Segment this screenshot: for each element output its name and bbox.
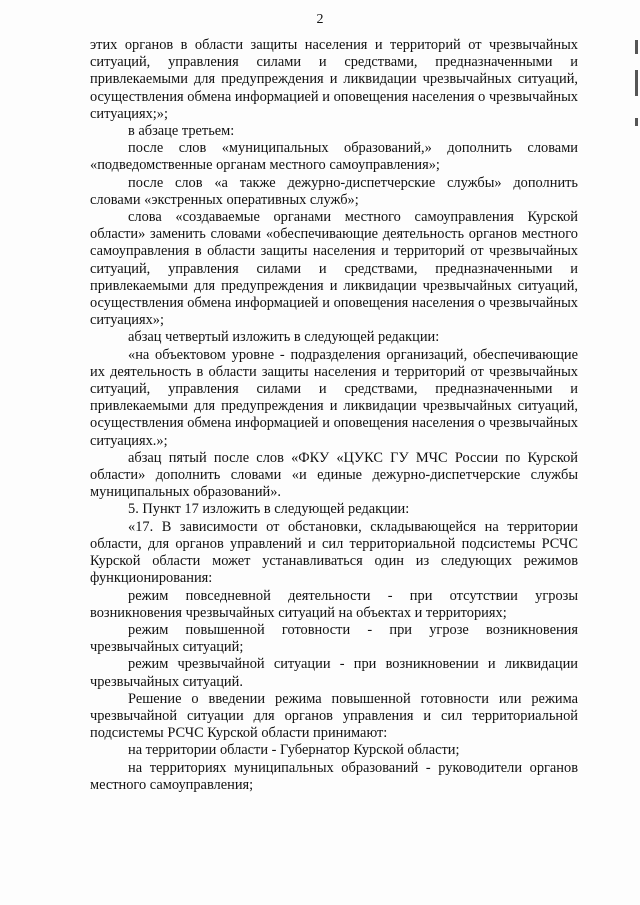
scan-edge-mark — [635, 70, 638, 96]
paragraph: «на объектовом уровне - подразделения организаций, обеспечивающие их деятельность в области защиты населения и территорий от чрезвычайных ситуаций, управления силами и средствами, предназначенными и привлекаемыми для предупреждения и ликвидации чрезвычайных ситуаций, осуществления обмена информацией и оповещения населения о чрезвычайных ситуациях.»; — [90, 346, 578, 449]
paragraph: 5. Пункт 17 изложить в следующей редакции: — [128, 501, 410, 518]
scan-edge-mark — [635, 118, 638, 126]
paragraph: режим повышенной готовности - при угрозе возникновения чрезвычайных ситуаций; — [90, 621, 578, 656]
paragraph: абзац пятый после слов «ФКУ «ЦУКС ГУ МЧС России по Курской области» дополнить словами «и единые дежурно-диспетчерские службы муниципальных образований». — [90, 449, 578, 501]
paragraph: на территориях муниципальных образований - руководители органов местного самоуправления; — [90, 759, 578, 793]
scan-edge-mark — [635, 40, 638, 54]
paragraph: после слов «муниципальных образований,» дополнить словами «подведомственные органам местного самоуправления»; — [90, 140, 578, 174]
paragraph: в абзаце третьем: — [128, 123, 235, 140]
document-body — [90, 37, 578, 794]
paragraph: «17. В зависимости от обстановки, складывающейся на территории области, для органов управлений и сил территориальной подсистемы РСЧС Курской области может устанавливаться один из следующих режимов функционирования: — [90, 518, 578, 587]
paragraph: Решение о введении режима повышенной готовности или режима чрезвычайной ситуации для органов управления и сил территориальной подсистемы РСЧС Курской области принимают: — [90, 690, 578, 742]
paragraph: этих органов в области защиты населения и территорий от чрезвычайных ситуаций, управления силами и средствами, предназначенными и привлекаемыми для предупреждения и ликвидации чрезвычайных ситуаций, осуществления обмена информацией и оповещения населения о чрезвычайных ситуациях;»; — [90, 37, 578, 122]
paragraph: слова «создаваемые органами местного самоуправления Курской области» заменить словами «обеспечивающие деятельность органов местного самоуправления в области защиты населения и территорий от чрезвычайных ситуаций, управления силами и средствами, предназначенными и привлекаемыми для предупреждения и ликвидации чрезвычайных ситуаций, осуществления обмена информацией и оповещения населения о чрезвычайных ситуациях»; — [90, 209, 578, 329]
paragraph: режим чрезвычайной ситуации - при возникновении и ликвидации чрезвычайных ситуаций. — [90, 656, 578, 690]
paragraph: после слов «а также дежурно-диспетчерские службы» дополнить словами «экстренных оперативных служб»; — [90, 174, 578, 208]
paragraph: режим повседневной деятельности - при отсутствии угрозы возникновения чрезвычайных ситуаций на объектах и территориях; — [90, 587, 578, 621]
page-number: 2 — [316, 12, 324, 27]
paragraph: на территории области - Губернатор Курской области; — [128, 742, 460, 759]
paragraph: абзац четвертый изложить в следующей редакции: — [128, 329, 440, 346]
